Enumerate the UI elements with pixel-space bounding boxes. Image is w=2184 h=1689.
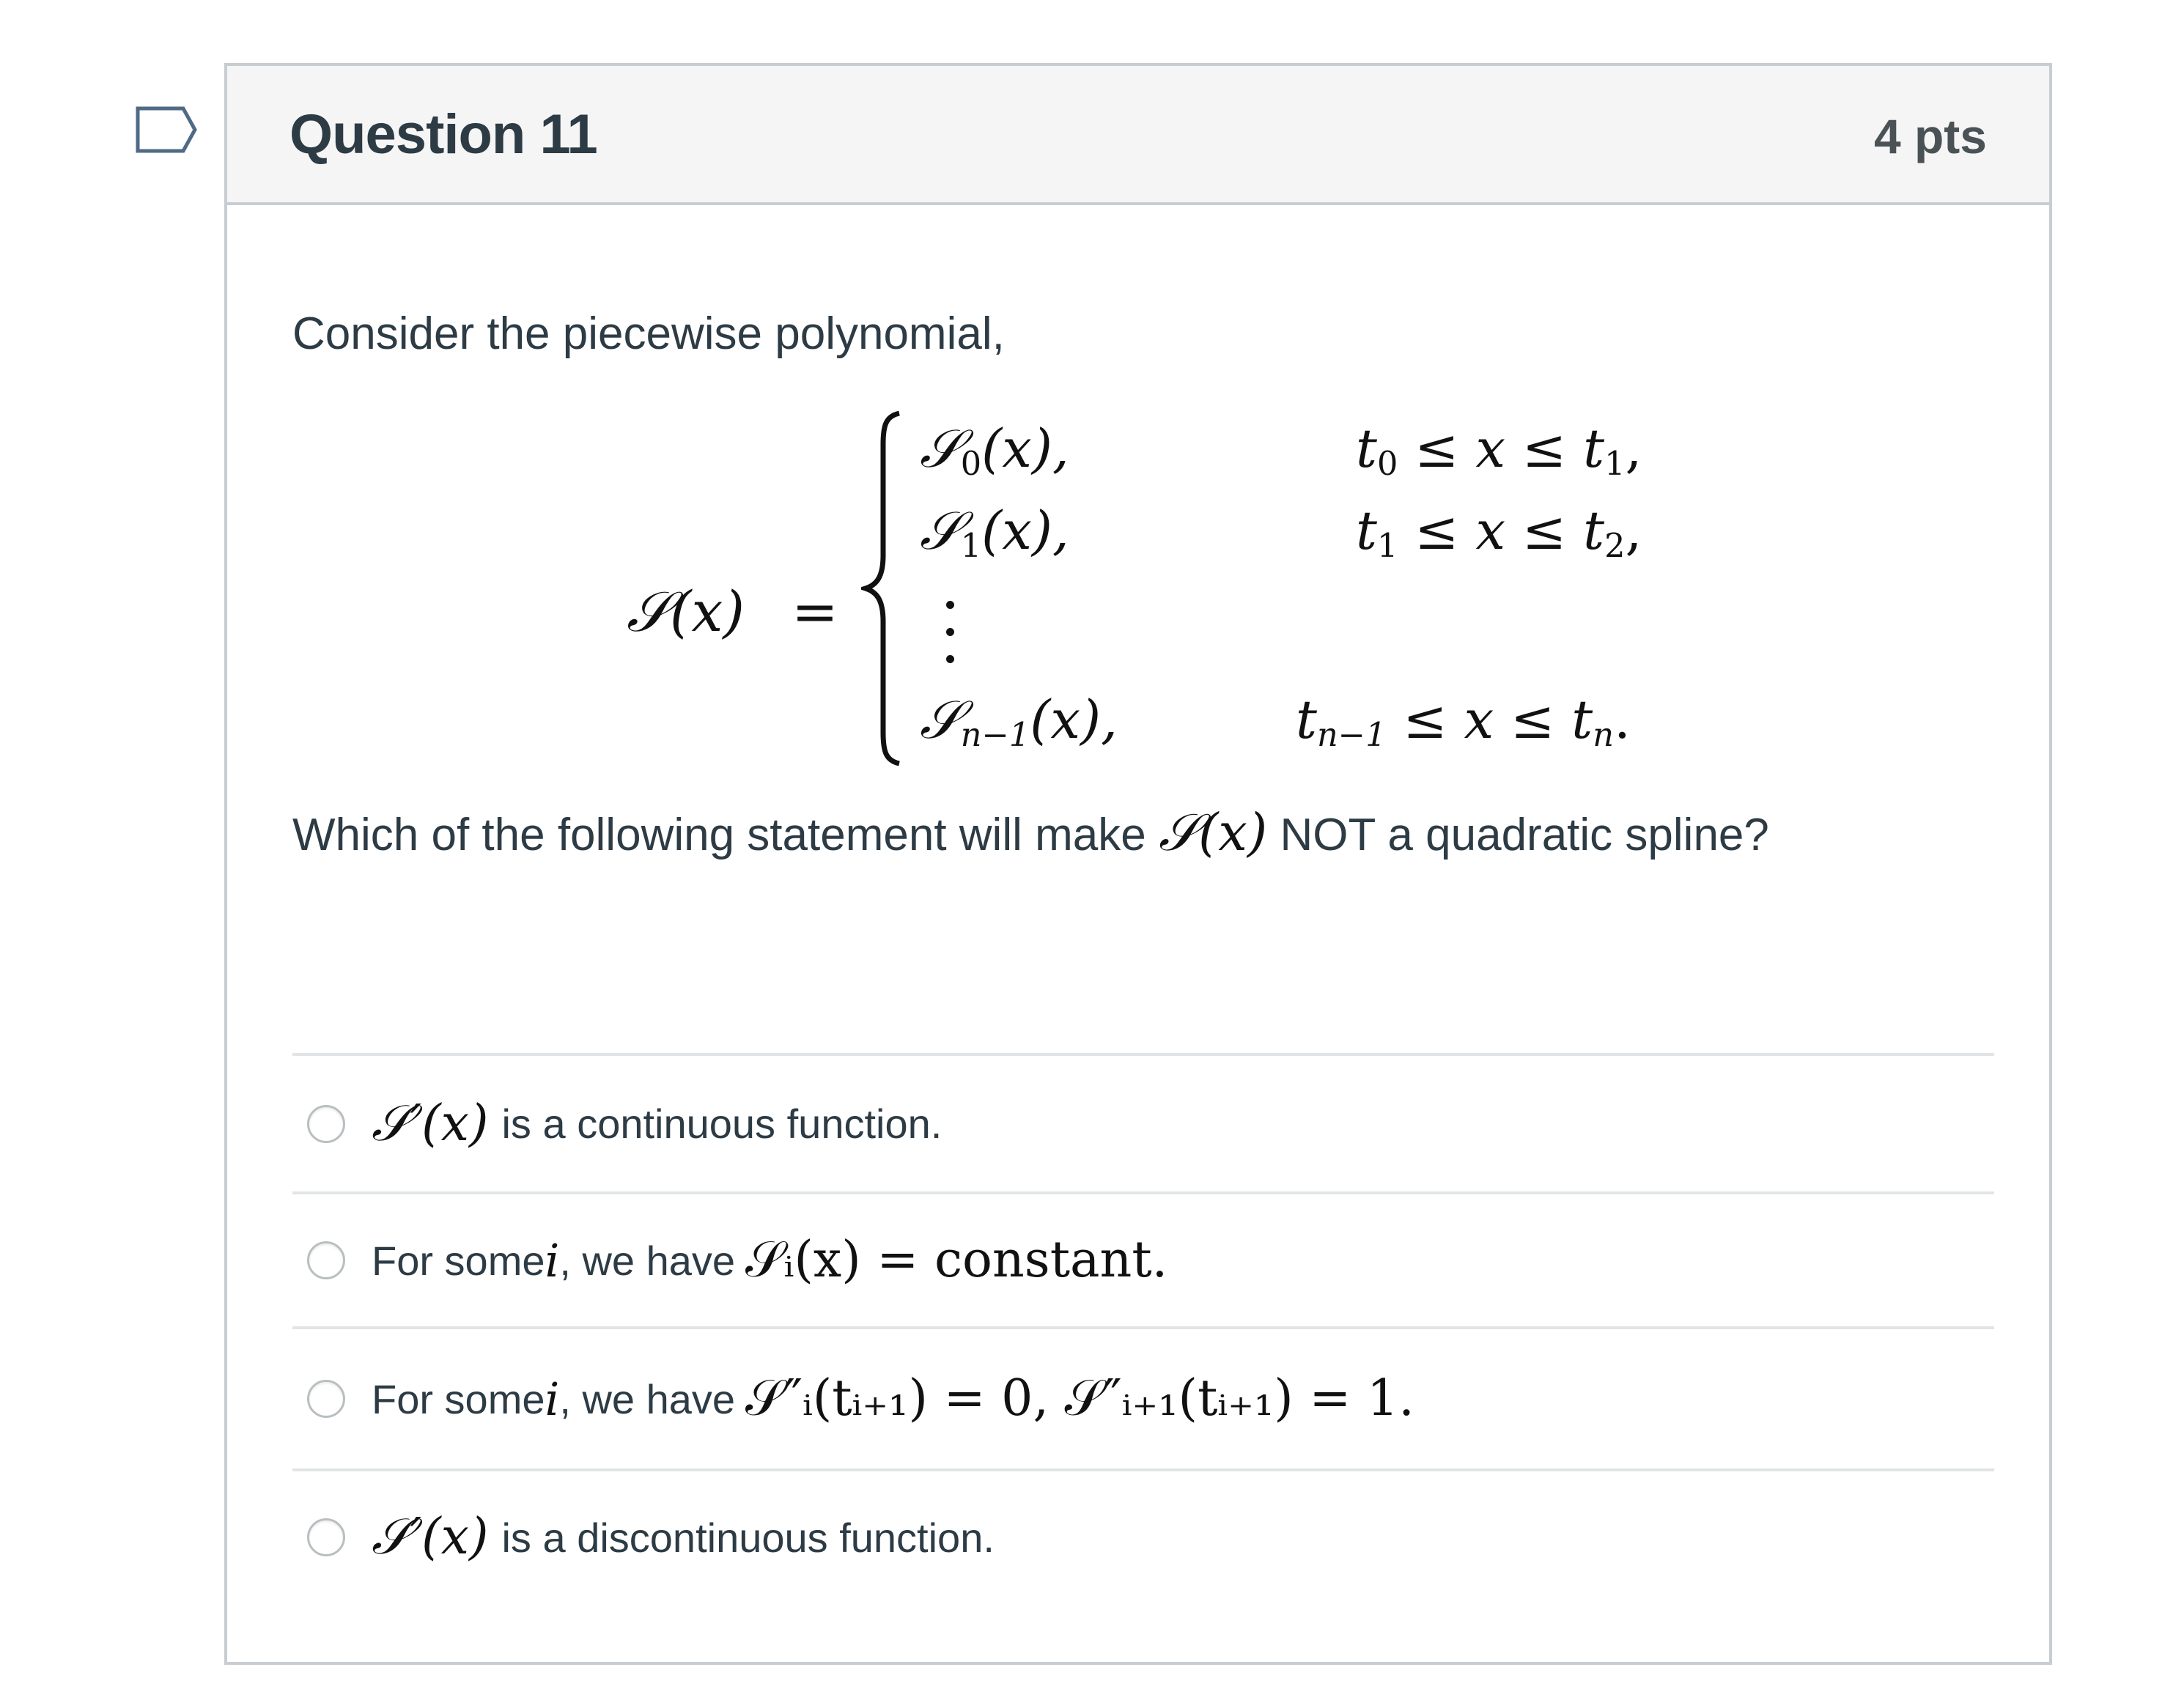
answer-text: For some <box>372 1237 545 1284</box>
answer-var: i <box>545 1233 560 1287</box>
vertical-ellipsis-icon <box>946 601 956 667</box>
question-header <box>227 66 2049 205</box>
answer-option-4[interactable] <box>292 1471 1994 1603</box>
answer-option-1[interactable] <box>292 1056 1994 1191</box>
answer-list <box>292 1053 1994 1603</box>
case-1-condition: $t_1 \le x \le t_2$, <box>1356 500 1642 566</box>
question-points: 4 pts <box>1873 109 1987 163</box>
answer-math: 𝒮′(x) <box>372 1094 489 1153</box>
radio-unchecked-icon[interactable] <box>307 1105 345 1143</box>
bookmark-flag-icon[interactable] <box>135 106 198 154</box>
radio-unchecked-icon[interactable] <box>307 1241 345 1279</box>
answer-text: , we have <box>559 1375 736 1422</box>
answer-math: 𝒮ᵢ(x) = constant. <box>745 1231 1168 1289</box>
answer-text: is a continuous function. <box>501 1101 942 1147</box>
case-last-condition: $t_{n-1} \le x \le t_n$. <box>1296 689 1631 755</box>
answer-var: i <box>545 1372 560 1426</box>
question-title: Question 11 <box>289 103 597 166</box>
piecewise-equation <box>227 403 2049 813</box>
question-card <box>224 63 2052 1665</box>
answer-math: 𝒮′(x) <box>372 1508 489 1566</box>
question-prompt: Which of the following statement will make 𝒮(x) NOT a quadratic spline? <box>292 802 1769 862</box>
question-intro: Consider the piecewise polynomial, <box>292 308 1005 359</box>
case-0-func: 𝒮$_0$(x), <box>920 418 1069 484</box>
left-brace-icon <box>861 409 905 768</box>
case-last-func: 𝒮$_{n-1}$(x), <box>920 689 1118 755</box>
case-0-condition: $t_0 \le x \le t_1$, <box>1356 418 1642 484</box>
case-1-func: 𝒮$_1$(x), <box>920 500 1069 566</box>
radio-unchecked-icon[interactable] <box>307 1380 345 1418</box>
answer-option-3[interactable] <box>292 1329 1994 1468</box>
answer-text: , we have <box>559 1237 736 1284</box>
answer-option-2[interactable] <box>292 1194 1994 1326</box>
answer-text: For some <box>372 1375 545 1422</box>
equation-lhs: 𝒮(x) = <box>627 579 838 644</box>
radio-unchecked-icon[interactable] <box>307 1518 345 1556</box>
answer-text: is a discontinuous function. <box>501 1514 995 1561</box>
answer-math: 𝒮″ᵢ(tᵢ₊₁) = 0, 𝒮″ᵢ₊₁(tᵢ₊₁) = 1. <box>745 1370 1414 1427</box>
